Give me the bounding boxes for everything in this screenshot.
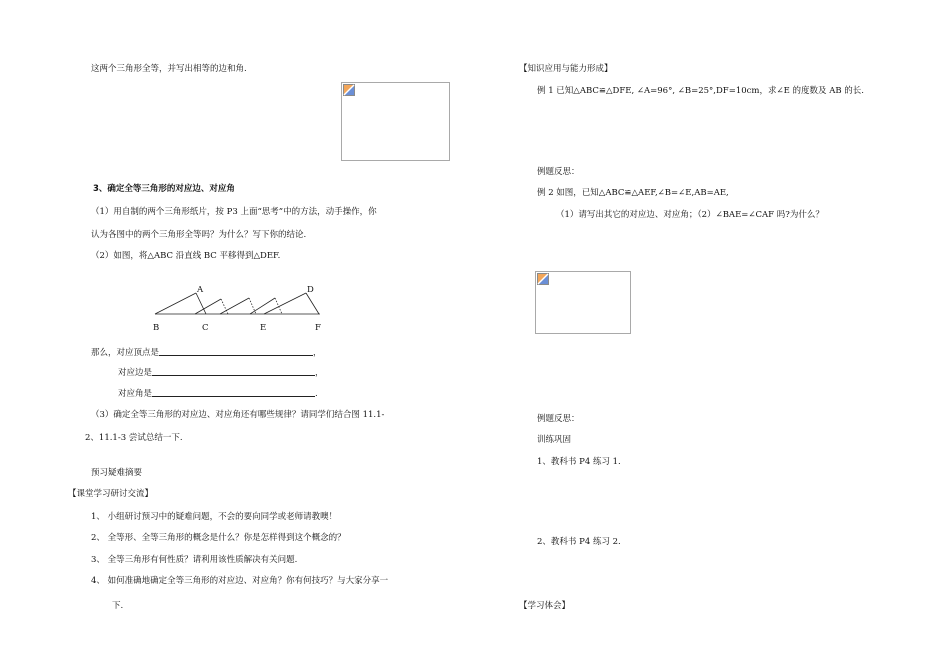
- item-3-line-2: 2、11.1-3 尝试总结一下.: [85, 433, 183, 443]
- item-1-line-1: （1）用自制的两个三角形纸片，按 P3 上面“思考”中的方法，动手操作，你: [91, 207, 377, 217]
- fill-angles-punct: .: [315, 389, 318, 399]
- question-1: 1、 小组研讨预习中的疑难问题，不会的要向同学或老师请教噢！: [91, 512, 338, 522]
- segment-ed: [264, 293, 306, 314]
- practice-title: 训练巩固: [537, 435, 572, 445]
- intermediate-1: [195, 299, 221, 314]
- question-3: 3、 全等三角形有何性质？请利用该性质解决有关问题.: [91, 555, 298, 565]
- section-3-title: 3、确定全等三角形的对应边、对应角: [93, 184, 235, 194]
- learning-title: 【学习体会】: [519, 601, 571, 611]
- intermediate-2: [220, 298, 249, 314]
- example-2-sub: （1）请写出其它的对应边、对应角；（2）∠BAE=∠CAF 吗?为什么？: [556, 210, 824, 220]
- answer-blank-angles[interactable]: [152, 387, 315, 397]
- intermediate-3b: [275, 298, 282, 314]
- fill-vertices: [91, 346, 322, 359]
- example-1: 例 1 已知△ABC≌△DFE, ∠A=96°, ∠B=25°,DF=10cm，求∠E 的度数及 AB 的长.: [537, 86, 864, 96]
- example-2: 例 2 如图，已知△ABC≌△AEF,∠B=∠E,AB=AE,: [537, 188, 729, 198]
- label-f: F: [315, 323, 321, 333]
- fill-vertices-label: 那么，对应顶点是: [91, 348, 160, 358]
- intro-line: 这两个三角形全等，并写出相等的边和角.: [91, 64, 247, 74]
- fill-sides-label: 对应边是: [118, 368, 153, 378]
- fill-angles-label: 对应角是: [118, 389, 153, 399]
- label-d: D: [307, 285, 314, 295]
- intermediate-2b: [249, 298, 256, 314]
- item-3-line-1: （3）确定全等三角形的对应边、对应角还有哪些规律？请同学们结合图 11.1-: [91, 410, 385, 420]
- item-2: （2）如图，将△ABC 沿直线 BC 平移得到△DEF.: [91, 251, 281, 261]
- fill-vertices-punct: ，: [313, 348, 322, 358]
- label-c: C: [202, 323, 209, 333]
- image-placeholder-1: [341, 82, 450, 161]
- answer-blank-sides[interactable]: [152, 366, 315, 376]
- question-4-line-2: 下.: [112, 601, 124, 611]
- answer-blank-vertices[interactable]: [159, 346, 313, 356]
- fill-angles: [118, 387, 318, 400]
- segment-ba: [155, 293, 196, 314]
- practice-1: 1、教科书 P4 练习 1.: [537, 457, 621, 467]
- segment-df: [306, 293, 319, 314]
- fill-sides-punct: ，: [315, 368, 324, 378]
- question-4-line-1: 4、 如何准确地确定全等三角形的对应边、对应角？你有何技巧？与大家分享一: [91, 576, 389, 586]
- preview-summary: 预习疑难摘要: [91, 468, 143, 478]
- image-placeholder-2: [535, 271, 631, 334]
- classroom-title: 【课堂学习研讨交流】: [68, 489, 154, 499]
- practice-2: 2、教科书 P4 练习 2.: [537, 537, 621, 547]
- broken-image-icon: [343, 84, 355, 96]
- intermediate-3: [250, 298, 275, 314]
- label-e: E: [260, 323, 267, 333]
- label-b: B: [153, 323, 160, 333]
- reflection-1: 例题反思：: [537, 167, 580, 177]
- item-1-line-2: 认为各图中的两个三角形全等吗？为什么？写下你的结论.: [91, 230, 307, 240]
- reflection-2: 例题反思：: [537, 414, 580, 424]
- label-a: A: [197, 285, 204, 295]
- question-2: 2、 全等形、全等三角形的概念是什么？你是怎样得到这个概念的？: [91, 533, 346, 543]
- fill-sides: [118, 366, 324, 379]
- translation-figure: [150, 284, 330, 336]
- broken-image-icon: [537, 273, 549, 285]
- knowledge-title: 【知识应用与能力形成】: [519, 64, 613, 74]
